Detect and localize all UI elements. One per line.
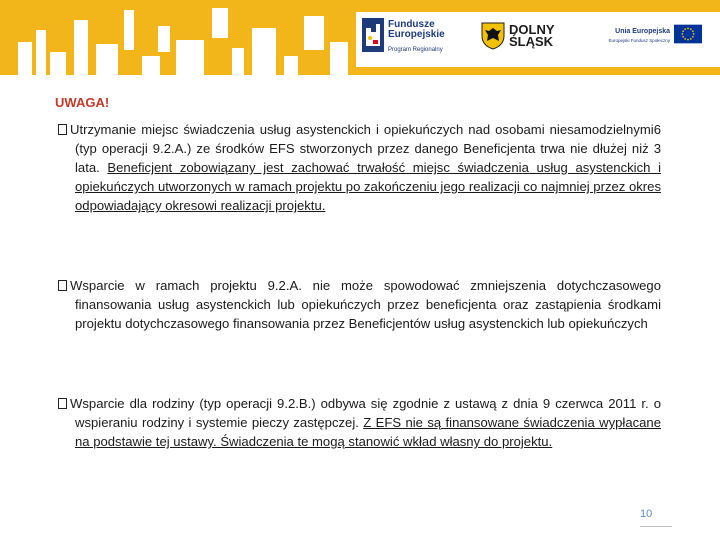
page-number: 10 [640, 508, 653, 520]
decor-block [252, 28, 276, 75]
eu-title: Unia Europejska [615, 28, 670, 35]
decor-block [96, 44, 118, 75]
fundusze-europejskie-mark-icon [362, 18, 384, 52]
decor-block [124, 10, 134, 50]
item-3-text: Wsparcie dla rodziny (typ operacji 9.2.B.) odbywa się zgodnie z ustawą z dnia 9 czerwca 2011 r. o wspieraniu rodziny i systemie pieczy zastępczej. [70, 396, 661, 430]
warning-heading: UWAGA! [55, 95, 110, 110]
decor-block [330, 42, 348, 75]
item-3-underlined-text: Z EFS nie są finansowane świadczenia wypłacane na podstawie tej ustawy. Świadczenia te mogą stanowić wkład własny do projektu. [75, 415, 661, 449]
item-1-underlined-text: Beneficjent zobowiązany jest zachować trwałość miejsc świadczenia usług asystenckich i opiekuńczych utworzonych w ramach projektu po zakończeniu jego realizacji co najmniej przez okres odpowiadający okresowi realizacji projektu. [75, 160, 661, 213]
item-1-text: Utrzymanie miejsc świadczenia usług asystenckich i opiekuńczych nad osobami niesamodzielnymi6 (typ operacji 9.2.A.) ze środków EFS stworzonych przez danego Beneficjenta trwa nie dłużej niż 3 lata. [70, 122, 661, 175]
eagle-shield-icon [481, 22, 505, 50]
bullet-item-1 [58, 120, 661, 215]
fundusze-europejskie-logo [362, 18, 474, 64]
fundusze-line2: Europejskie [388, 29, 445, 40]
decor-block [212, 8, 228, 38]
bullet-item-3 [58, 394, 661, 451]
item-2-text: Wsparcie w ramach projektu 9.2.A. nie może spowodować zmniejszenia dotychczasowego finansowania usług asystenckich lub opiekuńczych przez beneficjenta oraz zastąpienia środkami projektu dotychczasowego finansowania przez Beneficjentów usług asystenckich lub opiekuńczych [70, 278, 661, 331]
decor-block [176, 40, 204, 75]
dolny-slask-line2: ŚLĄSK [509, 34, 554, 49]
decor-block [158, 26, 170, 52]
eu-subtitle: Europejski Fundusz Społeczny [608, 38, 670, 43]
dolny-slask-logo [481, 22, 571, 62]
decor-block [284, 56, 298, 75]
checkbox-bullet-icon [58, 280, 67, 291]
decor-block [74, 20, 88, 75]
decor-block [232, 48, 244, 75]
decor-block [36, 30, 46, 75]
decor-block [18, 42, 32, 75]
dolny-slask-line1: DOLNY [509, 22, 555, 37]
checkbox-bullet-icon [58, 124, 67, 135]
checkbox-bullet-icon [58, 398, 67, 409]
bullet-item-2 [58, 276, 661, 333]
decor-block [50, 52, 66, 75]
footer-line [640, 526, 672, 527]
decor-block [142, 56, 160, 75]
fundusze-line1: Fundusze [388, 19, 435, 30]
eu-flag-icon [674, 24, 702, 44]
fundusze-line3: Program Regionalny [388, 47, 443, 53]
decor-block [304, 16, 324, 50]
eu-logo [594, 22, 714, 62]
logo-panel [356, 12, 720, 67]
